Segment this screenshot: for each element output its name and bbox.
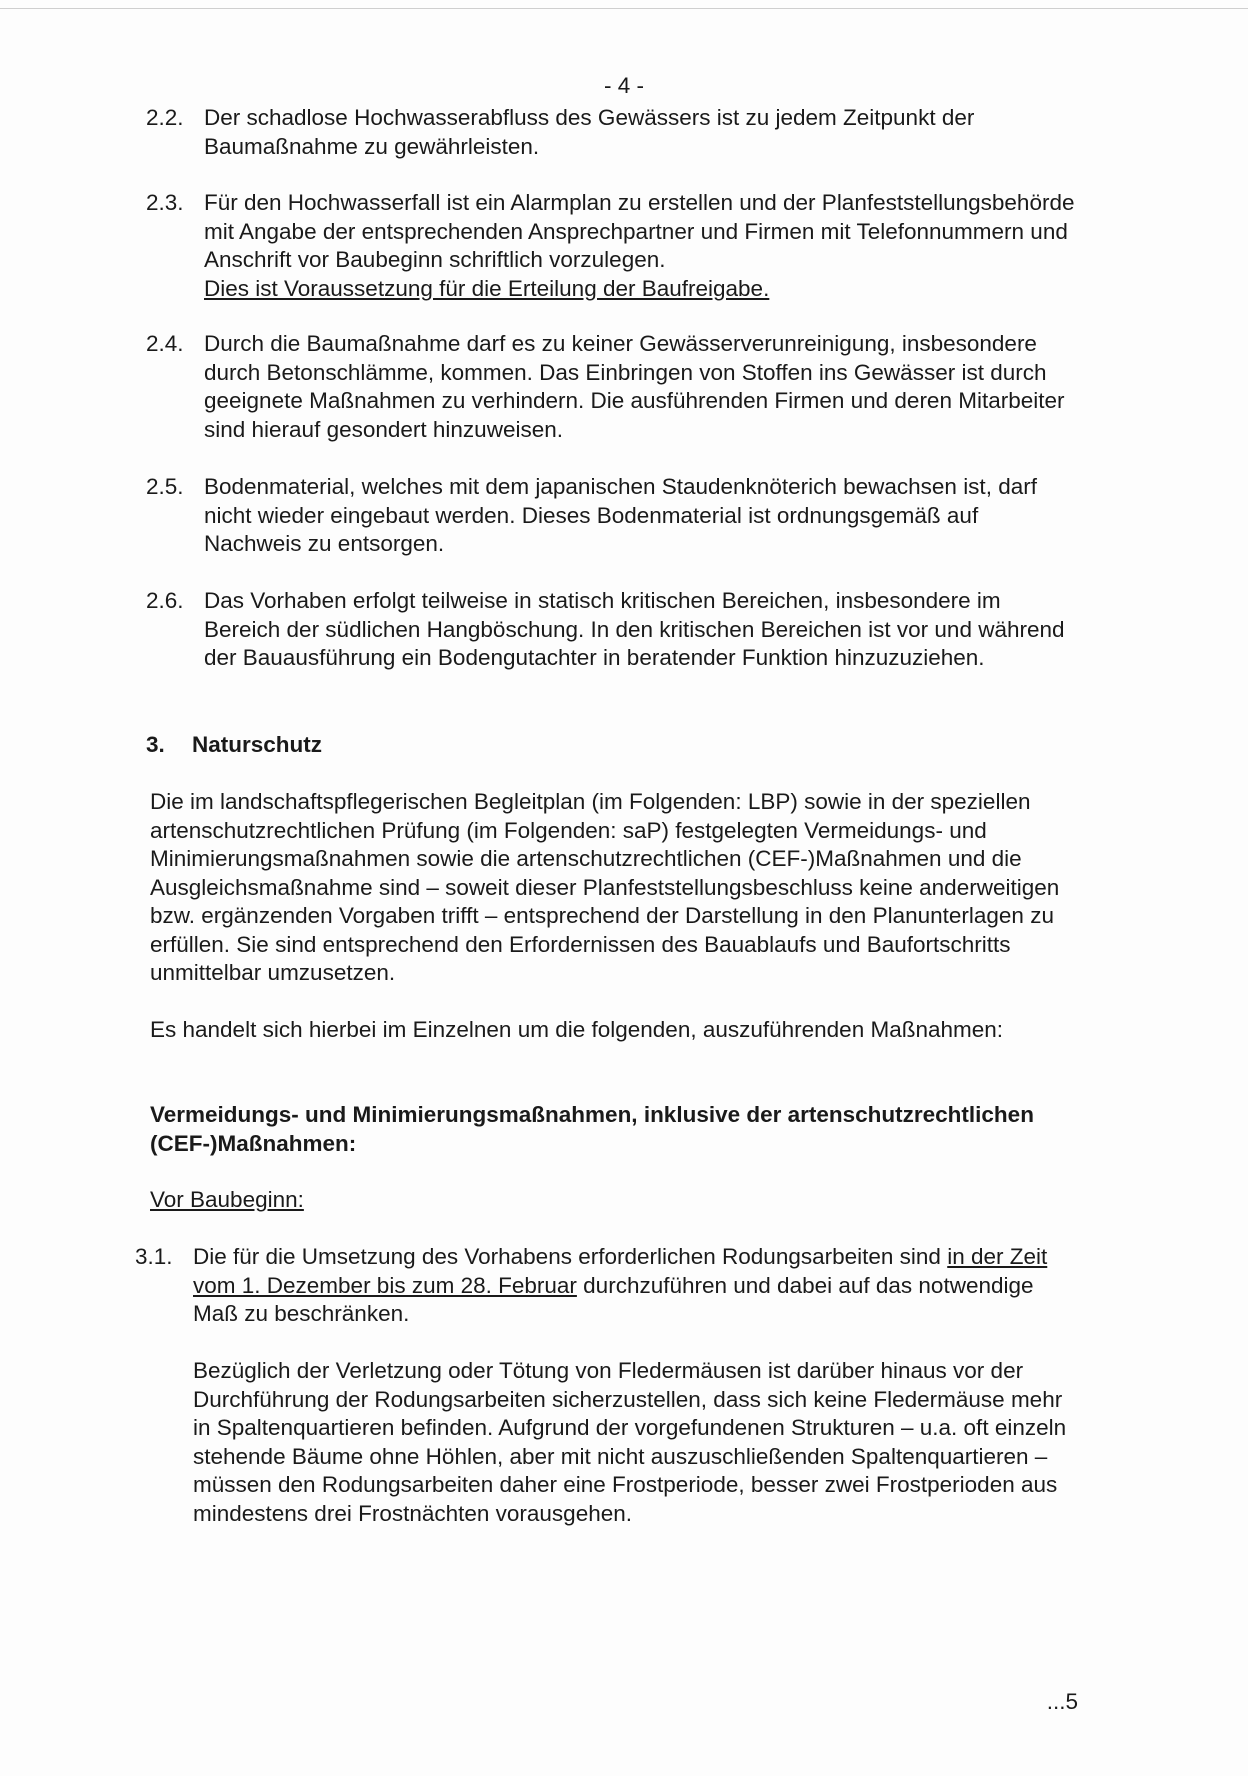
section-number: 3. bbox=[146, 732, 165, 757]
section-number: 2.4. bbox=[146, 331, 184, 356]
section-text: Durch die Baumaßnahme darf es zu keiner Gewässerverunreinigung, insbesondere durch Betonschlämme, kommen. Das Einbringen von Stoffen ins Gewässer ist durch geeignete Maßnahmen zu verhindern. Die ausführenden Firmen und deren Mitarbeiter sind hierauf gesondert hinzuweisen. bbox=[204, 331, 1065, 442]
section-3-paragraph-2: Es handelt sich hierbei im Einzelnen um die folgenden, auszuführenden Maßnahmen: bbox=[150, 1017, 1004, 1042]
section-body bbox=[204, 189, 1076, 303]
underlined-period: in der Zeit vom 1. Dezember bis zum 28. Februar bbox=[193, 1244, 1048, 1298]
section-number: 2.5. bbox=[146, 474, 184, 499]
section-text: Das Vorhaben erfolgt teilweise in statisch kritischen Bereichen, insbesondere im Bereich der südlichen Hangböschung. In den kritischen Bereichen ist vor und während der Bauausführung ein Bodengutachter in beratender Funktion hinzuzuziehen. bbox=[204, 588, 1065, 670]
section-number: 3.1. bbox=[135, 1244, 173, 1269]
section-text: Der schadlose Hochwasserabfluss des Gewässers ist zu jedem Zeitpunkt der Baumaßnahme zu gewährleisten. bbox=[204, 105, 975, 159]
page-number: - 4 - bbox=[603, 73, 644, 98]
scan-edge-line bbox=[0, 8, 1248, 9]
section-3-heading bbox=[146, 731, 322, 760]
section-body bbox=[193, 1243, 1065, 1329]
section-3-1-paragraph-2: Bezüglich der Verletzung oder Tötung von Fledermäusen ist darüber hinaus vor der Durchführung der Rodungsarbeiten sicherzustellen, dass sich keine Fledermäuse mehr in Spaltenquartieren befinden. Aufgrund der vorgefundenen Strukturen – u.a. oft einzeln stehende Bäume ohne Höhlen, aber mit nicht auszuschließenden Spaltenquartieren – müssen den Rodungsarbeiten daher eine Frostperiode, besser zwei Frostperioden aus mindestens drei Frostnächten vorausgehen. bbox=[193, 1358, 1067, 1526]
section-number: 2.6. bbox=[146, 588, 184, 613]
page-continuation: ...5 bbox=[1046, 1689, 1078, 1714]
section-text: Für den Hochwasserfall ist ein Alarmplan zu erstellen und der Planfeststellungsbehörde mit Angabe der entsprechenden Ansprechpartner und Firmen mit Telefonnummern und Anschrift vor Baubeginn schriftlich vorzulegen. bbox=[204, 190, 1075, 272]
section-3-paragraph-1: Die im landschaftspflegerischen Begleitplan (im Folgenden: LBP) sowie in der speziellen artenschutzrechtlichen Prüfung (im Folgenden: saP) festgelegten Vermeidungs- und Minimierungsmaßnahmen sowie die artenschutzrechtlichen (CEF-)Maßnahmen und die Ausgleichsmaßnahme sind – soweit dieser Planfeststellungsbeschluss keine anderweitigen bzw. ergänzenden Vorgaben trifft – entsprechend der Darstellung in den Planunterlagen zu erfüllen. Sie sind entsprechend den Erfordernissen des Bauablaufs und Baufortschritts unmittelbar umzusetzen. bbox=[150, 789, 1060, 985]
section-number: 2.2. bbox=[146, 105, 184, 130]
subheading-before-construction: Vor Baubeginn: bbox=[150, 1187, 304, 1212]
section-number: 2.3. bbox=[146, 190, 184, 215]
section-text: Bodenmaterial, welches mit dem japanischen Staudenknöterich bewachsen ist, darf nicht wieder eingebaut werden. Dieses Bodenmaterial ist ordnungsgemäß auf Nachweis zu entsorgen. bbox=[204, 474, 1037, 556]
section-text-continued: durchzuführen und dabei auf das notwendige Maß zu beschränken. bbox=[193, 1272, 1034, 1326]
underlined-note: Dies ist Voraussetzung für die Erteilung der Baufreigabe. bbox=[204, 275, 770, 301]
section-title: Naturschutz bbox=[192, 732, 323, 757]
section-text: Die für die Umsetzung des Vorhabens erforderlichen Rodungsarbeiten sind bbox=[193, 1244, 941, 1269]
measures-heading: Vermeidungs- und Minimierungsmaßnahmen, inklusive der artenschutzrechtlichen (CEF-)Maßnahmen: bbox=[150, 1102, 1034, 1156]
